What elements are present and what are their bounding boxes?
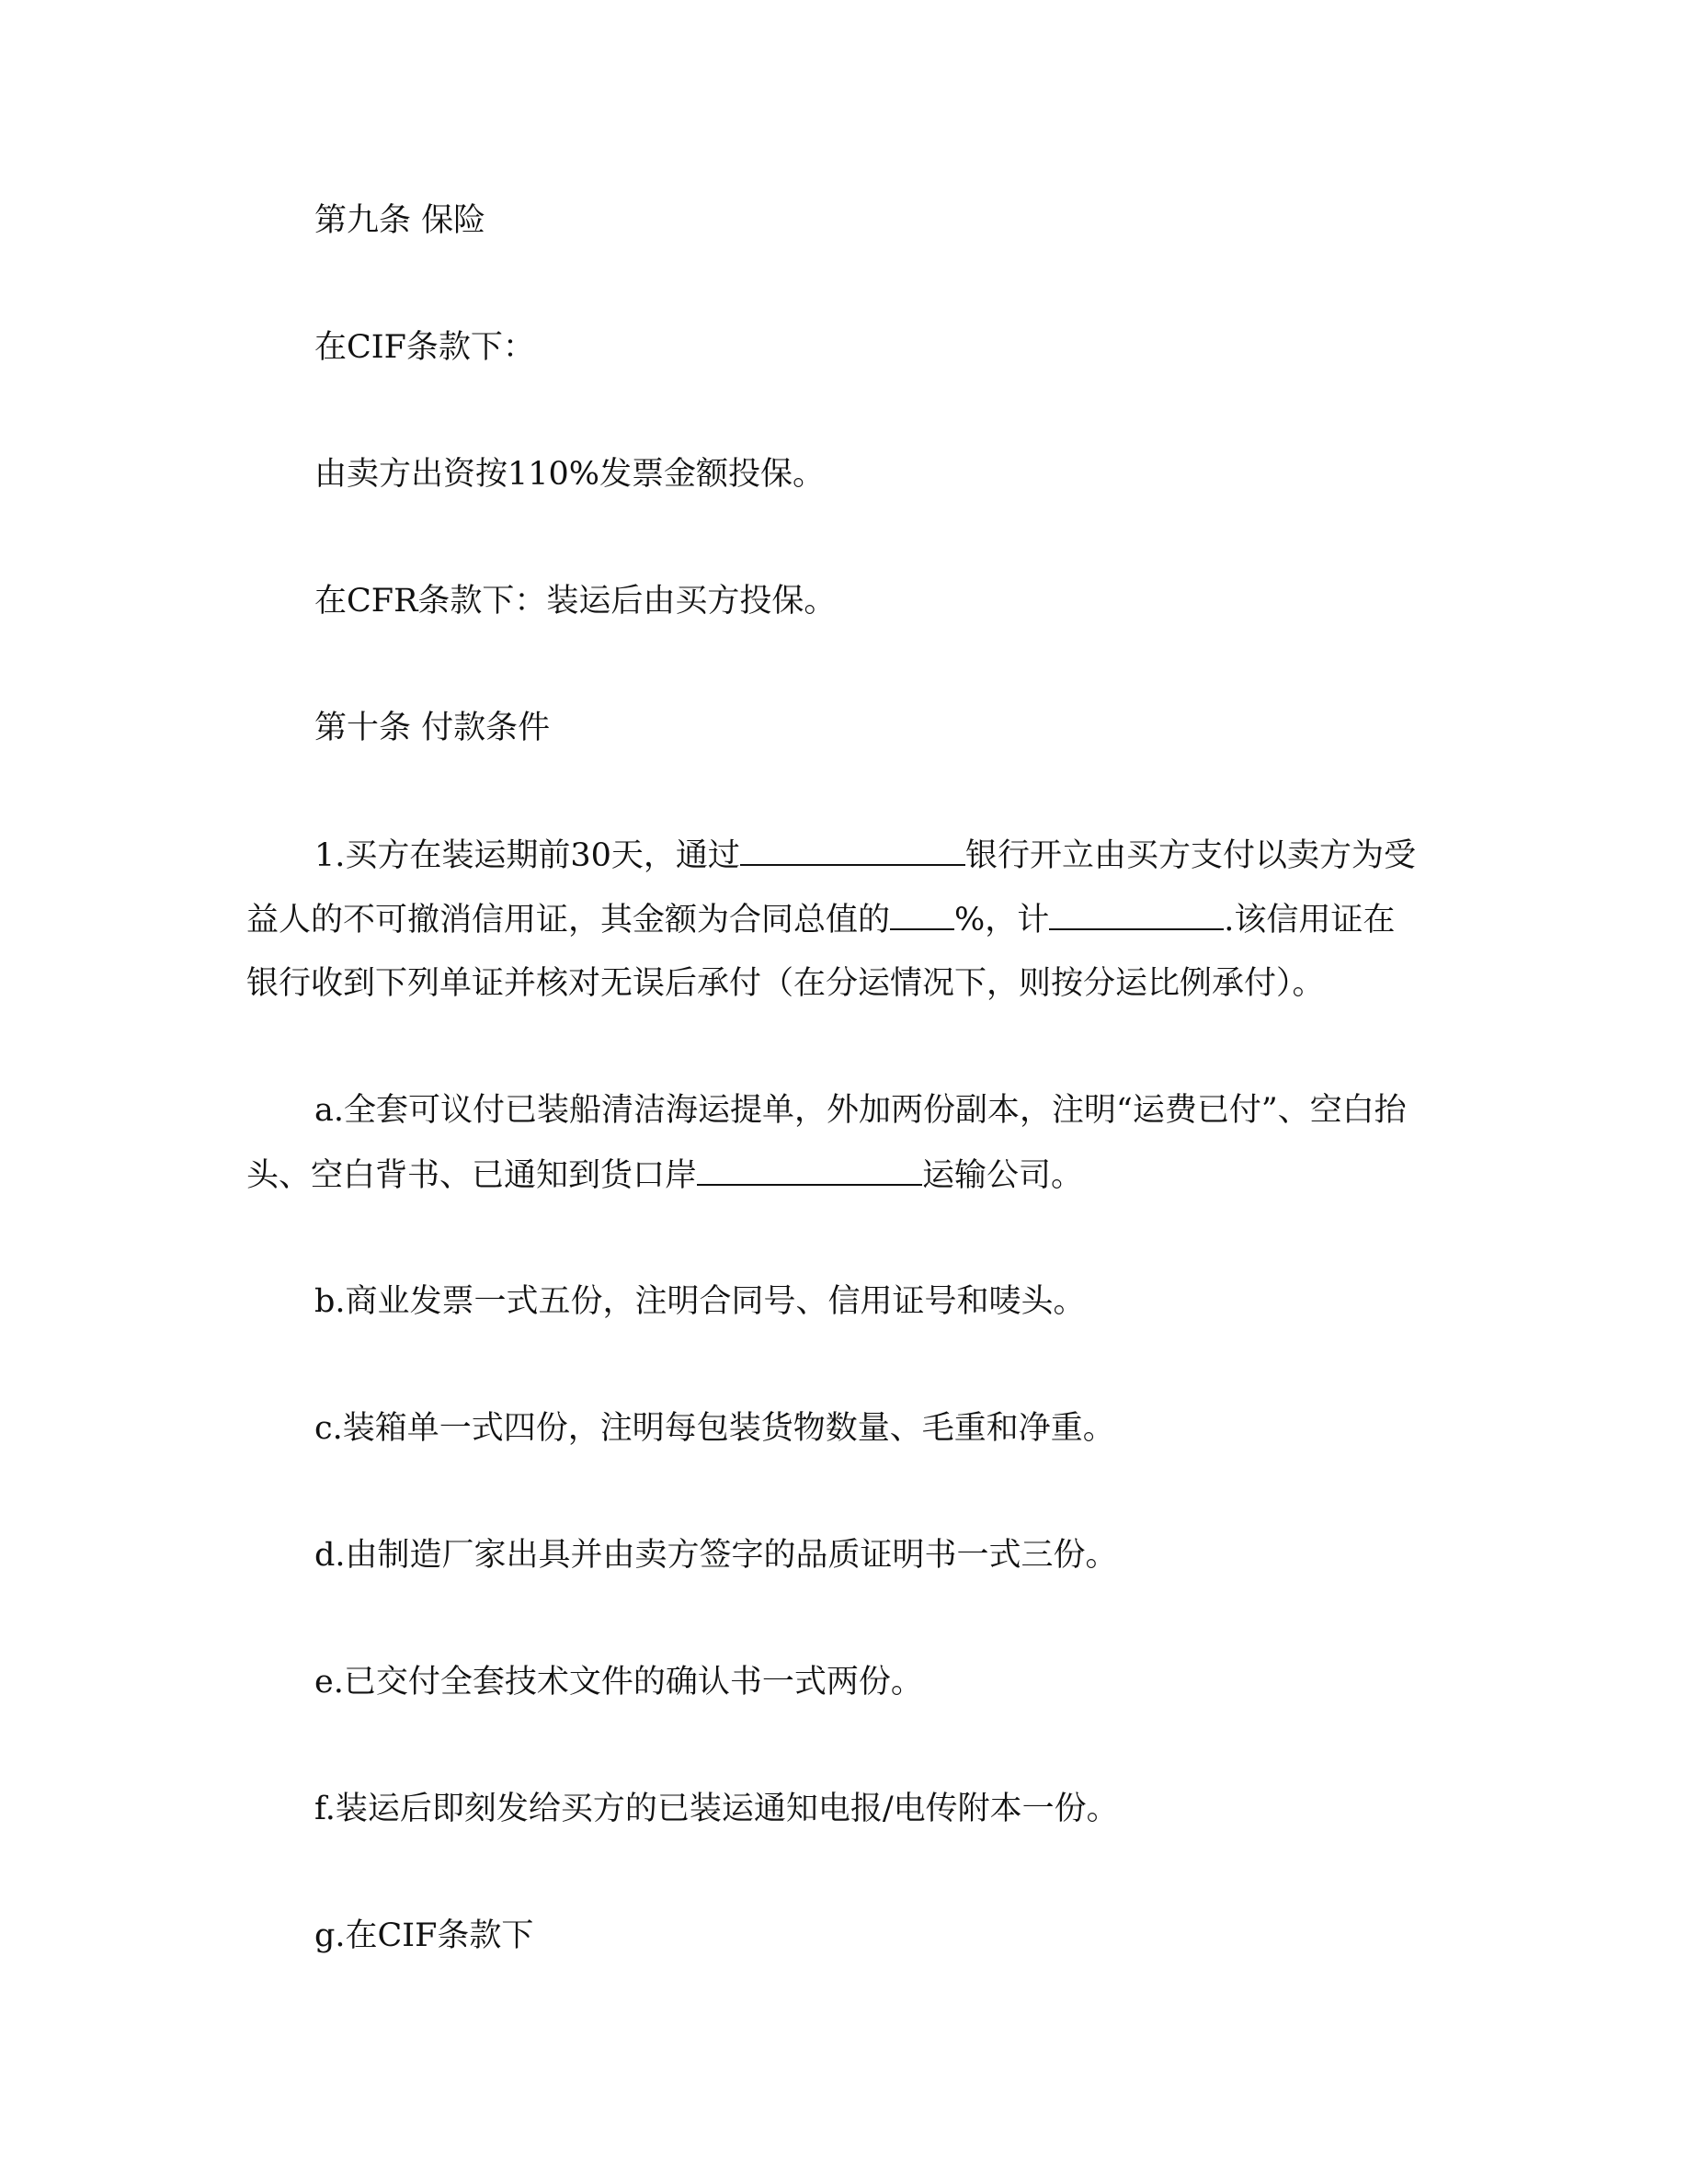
document-item-b: b.商业发票一式五份，注明合同号、信用证号和唛头。 <box>314 1283 1086 1320</box>
cfr-insurance-text: 在CFR条款下：装运后由买方投保。 <box>314 583 837 620</box>
document-item-a-text-b: 运输公司。 <box>922 1157 1084 1194</box>
document-item-e: e.已交付全套技术文件的确认书一式两份。 <box>314 1664 923 1701</box>
document-item-a-line-1: a.全套可议付已装船清洁海运提单，外加两份副本，注明“运费已付”、空白抬 <box>314 1092 1407 1129</box>
payment-item-1-text-e: .该信用证在 <box>1224 902 1396 938</box>
amount-blank <box>1049 897 1224 930</box>
document-item-a-line-2 <box>246 1153 1083 1198</box>
article-9-heading: 第九条 保险 <box>314 202 486 239</box>
payment-item-1-line-1 <box>314 833 1416 878</box>
payment-item-1-text-c: 益人的不可撤消信用证，其金额为合同总值的 <box>246 902 891 938</box>
port-blank <box>697 1153 922 1186</box>
cif-intro: 在CIF条款下： <box>314 329 535 366</box>
payment-item-1-text-b: 银行开立由买方支付以卖方为受 <box>964 837 1416 874</box>
payment-item-1-line-3: 银行收到下列单证并核对无误后承付（在分运情况下，则按分运比例承付）。 <box>246 965 1325 1002</box>
document-item-f: f.装运后即刻发给买方的已装运通知电报/电传附本一份。 <box>314 1791 1119 1827</box>
document-item-a-text-a: 头、空白背书、已通知到货口岸 <box>246 1157 698 1194</box>
document-item-d: d.由制造厂家出具并由卖方签字的品质证明书一式三份。 <box>314 1537 1118 1574</box>
article-10-heading: 第十条 付款条件 <box>314 710 551 746</box>
bank-name-blank <box>740 833 965 866</box>
payment-item-1-text-a: 1.买方在装运期前30天，通过 <box>314 837 740 874</box>
payment-item-1-text-d: %，计 <box>954 902 1050 938</box>
document-item-g: g.在CIF条款下 <box>314 1917 534 1954</box>
cif-insurance-text: 由卖方出资按110%发票金额投保。 <box>314 456 826 493</box>
percent-blank <box>890 897 954 930</box>
payment-item-1-line-2 <box>246 897 1395 942</box>
document-item-c: c.装箱单一式四份，注明每包装货物数量、毛重和净重。 <box>314 1410 1115 1447</box>
